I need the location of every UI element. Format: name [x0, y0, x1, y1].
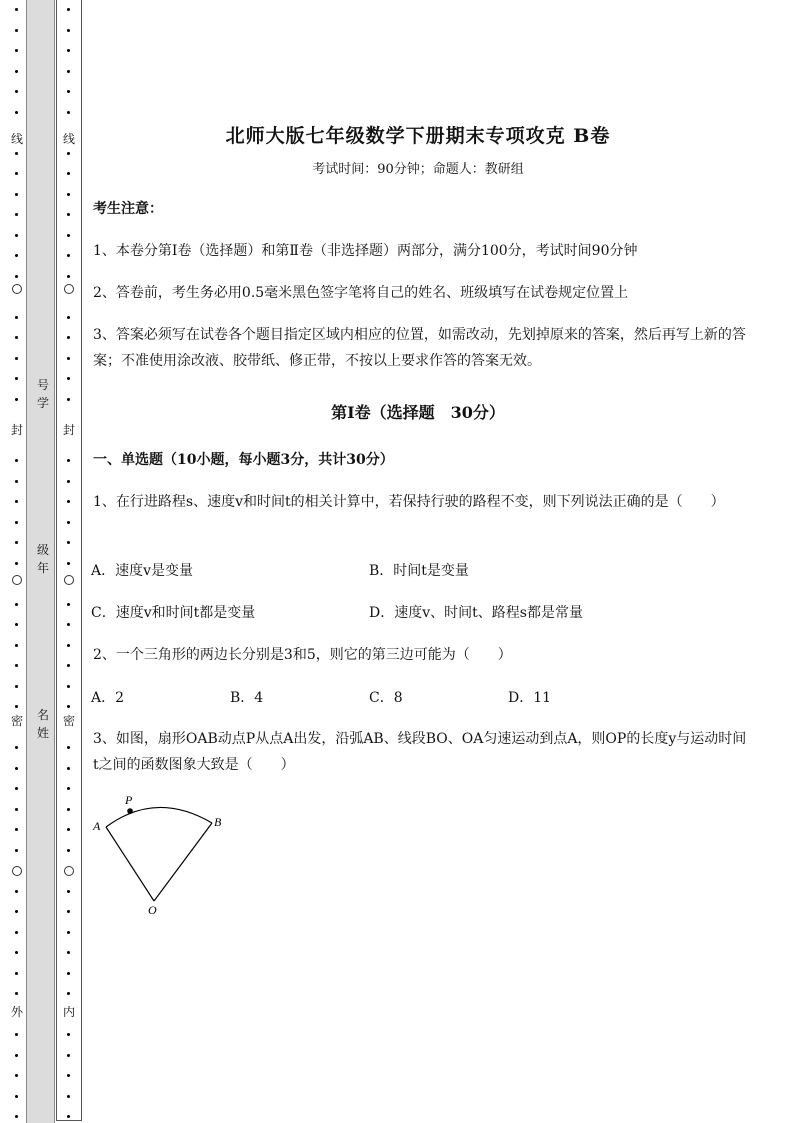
inner-seal-char-xian: 线 — [62, 132, 75, 146]
segment-ob — [154, 823, 212, 901]
binding-dot — [15, 49, 18, 52]
sector-figure — [90, 790, 230, 920]
binding-circle — [64, 575, 74, 585]
binding-dot — [67, 992, 70, 995]
binding-dot — [15, 644, 18, 647]
question-3-stem: 3、如图，扇形OAB动点P从点A出发，沿弧AB、线段BO、OA匀速运动到点A，则OP的长度y与运动时间t之间的函数图象大致是（ ） — [93, 731, 747, 773]
binding-dot — [67, 972, 70, 975]
binding-dot — [15, 705, 18, 708]
binding-dot — [15, 787, 18, 790]
q1-option-b: B．时间t是变量 — [369, 563, 469, 579]
binding-dot — [15, 480, 18, 483]
binding-dot — [15, 29, 18, 32]
binding-dot — [15, 562, 18, 565]
binding-dot — [67, 357, 70, 360]
binding-dot — [15, 1054, 18, 1057]
label-p: P — [125, 793, 133, 807]
binding-dot — [67, 767, 70, 770]
label-o: O — [148, 903, 157, 917]
binding-dot — [15, 808, 18, 811]
binding-dot — [15, 193, 18, 196]
binding-circle — [12, 866, 22, 876]
question-2-stem: 2、一个三角形的两边长分别是3和5，则它的第三边可能为（ ） — [93, 647, 512, 663]
binding-dot — [15, 828, 18, 831]
binding-dot — [15, 172, 18, 175]
q1-option-c: C．速度v和时间t都是变量 — [91, 605, 256, 621]
binding-dot — [67, 111, 70, 114]
q1-option-a: A．速度v是变量 — [91, 563, 194, 579]
binding-dot — [67, 398, 70, 401]
student-number-label: 号学 — [36, 378, 49, 410]
binding-dot — [15, 213, 18, 216]
binding-dot — [15, 377, 18, 380]
binding-dot — [15, 1033, 18, 1036]
binding-dot — [67, 49, 70, 52]
binding-dot — [67, 234, 70, 237]
q1-option-d: D．速度v、时间t、路程s都是常量 — [369, 605, 583, 621]
binding-circle — [12, 575, 22, 585]
section1-heading: 一、单选题（10小题，每小题3分，共计30分） — [93, 452, 394, 468]
binding-dot — [15, 234, 18, 237]
binding-dot — [15, 8, 18, 11]
binding-dot — [67, 746, 70, 749]
binding-dot — [15, 890, 18, 893]
binding-dot — [67, 70, 70, 73]
notice-item-2: 2、答卷前，考生务必用0.5毫米黑色签字笔将自己的姓名、班级填写在试卷规定位置上 — [93, 285, 629, 301]
binding-dot — [15, 1074, 18, 1077]
outer-seal-char-wai: 外 — [10, 1005, 23, 1019]
binding-dot — [15, 500, 18, 503]
binding-circle — [64, 866, 74, 876]
outer-seal-char-xian: 线 — [10, 132, 23, 146]
inner-seal-char-mi: 密 — [62, 714, 75, 728]
binding-dot — [67, 193, 70, 196]
binding-dot — [67, 336, 70, 339]
binding-dot — [67, 480, 70, 483]
segment-oa — [106, 827, 154, 901]
binding-dot — [15, 685, 18, 688]
binding-dot — [67, 644, 70, 647]
binding-dot — [15, 972, 18, 975]
binding-dot — [67, 275, 70, 278]
binding-circle — [12, 284, 22, 294]
notice-item-1: 1、本卷分第I卷（选择题）和第Ⅱ卷（非选择题）两部分，满分100分，考试时间90分钟 — [93, 243, 638, 259]
binding-dot — [67, 705, 70, 708]
binding-dot — [15, 623, 18, 626]
name-label: 名姓 — [36, 708, 49, 740]
binding-dot — [15, 111, 18, 114]
binding-dot — [15, 459, 18, 462]
label-a: A — [93, 819, 101, 833]
binding-dot — [15, 541, 18, 544]
binding-dot — [67, 910, 70, 913]
binding-dot — [67, 90, 70, 93]
point-p — [127, 808, 133, 814]
binding-dot — [67, 1115, 70, 1118]
binding-dot — [67, 8, 70, 11]
exam-subtitle: 考试时间：90分钟；命题人：教研组 — [312, 162, 524, 177]
outer-seal-char-mi: 密 — [10, 714, 23, 728]
binding-dot — [67, 808, 70, 811]
binding-dot — [67, 1054, 70, 1057]
binding-dot — [15, 70, 18, 73]
binding-dot — [15, 603, 18, 606]
binding-dot — [67, 828, 70, 831]
binding-dot — [67, 254, 70, 257]
q2-option-b: B．4 — [230, 690, 264, 706]
binding-dot — [15, 152, 18, 155]
outer-seal-char-feng: 封 — [10, 423, 23, 437]
binding-dot — [67, 541, 70, 544]
binding-dot — [67, 951, 70, 954]
binding-dot — [15, 1095, 18, 1098]
binding-dot — [15, 336, 18, 339]
binding-dot — [15, 398, 18, 401]
binding-dot — [15, 767, 18, 770]
binding-dot — [15, 931, 18, 934]
binding-dot — [67, 931, 70, 934]
exam-title: 北师大版七年级数学下册期末专项攻克 B卷 — [225, 125, 611, 147]
binding-dot — [67, 1095, 70, 1098]
binding-dot — [67, 316, 70, 319]
binding-dot — [67, 664, 70, 667]
q2-option-a: A．2 — [91, 690, 125, 706]
student-info-band — [26, 0, 55, 1123]
binding-dot — [15, 357, 18, 360]
binding-dot — [67, 521, 70, 524]
binding-dot — [15, 90, 18, 93]
binding-dot — [67, 849, 70, 852]
binding-dot — [15, 254, 18, 257]
binding-dot — [15, 1115, 18, 1118]
binding-dot — [67, 459, 70, 462]
binding-dot — [67, 623, 70, 626]
binding-dot — [15, 992, 18, 995]
notice-heading: 考生注意： — [93, 201, 163, 217]
label-b: B — [214, 815, 222, 829]
binding-dot — [15, 275, 18, 278]
q2-option-d: D．11 — [508, 690, 552, 706]
binding-dot — [15, 664, 18, 667]
binding-dot — [67, 172, 70, 175]
q2-option-c: C．8 — [369, 690, 403, 706]
binding-dot — [15, 951, 18, 954]
inner-seal-char-nei: 内 — [62, 1005, 75, 1019]
binding-circle — [64, 284, 74, 294]
inner-dotted-strip — [56, 0, 82, 1121]
part1-title: 第I卷（选择题 30分） — [331, 403, 505, 422]
binding-dot — [67, 685, 70, 688]
binding-dot — [67, 603, 70, 606]
notice-item-3: 3、答案必须写在试卷各个题目指定区域内相应的位置，如需改动，先划掉原来的答案，然后再写上新的答案；不准使用涂改液、胶带纸、修正带，不按以上要求作答的答案无效。 — [93, 327, 746, 369]
binding-dot — [67, 562, 70, 565]
binding-dot — [15, 910, 18, 913]
binding-dot — [67, 1033, 70, 1036]
binding-dot — [15, 746, 18, 749]
binding-dot — [15, 849, 18, 852]
binding-dot — [67, 1074, 70, 1077]
binding-dot — [67, 890, 70, 893]
binding-dot — [67, 29, 70, 32]
binding-dot — [67, 152, 70, 155]
question-1-stem: 1、在行进路程s、速度v和时间t的相关计算中，若保持行驶的路程不变，则下列说法正确的是（ ） — [93, 494, 725, 510]
binding-dot — [15, 316, 18, 319]
inner-seal-char-feng: 封 — [62, 423, 75, 437]
binding-dot — [67, 500, 70, 503]
binding-dot — [15, 521, 18, 524]
binding-dot — [67, 787, 70, 790]
binding-dot — [67, 377, 70, 380]
outer-dotted-line — [11, 0, 23, 1123]
binding-dot — [67, 213, 70, 216]
grade-label: 级年 — [36, 543, 49, 575]
arc-ab — [106, 807, 212, 827]
